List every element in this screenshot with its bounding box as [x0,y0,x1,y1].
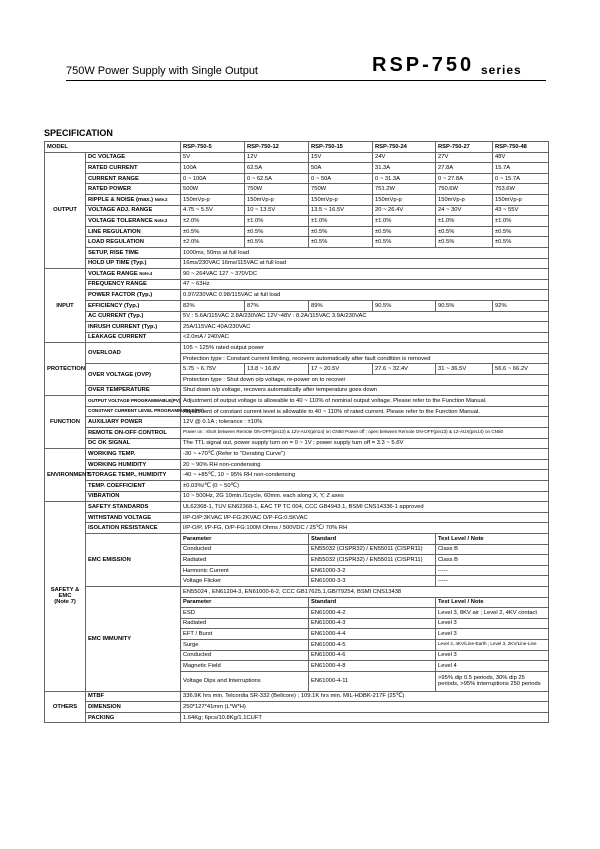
spec-value: 90 ~ 264VAC 127 ~ 370VDC [181,269,549,280]
model-name: RSP-750-12 [245,142,309,153]
spec-label [86,194,181,205]
spec-value: 150mVp-p [373,194,436,205]
spec-value: 31 ~ 36.5V [436,364,493,375]
spec-label-text: DC OK SIGNAL [88,440,131,447]
spec-row [45,691,549,702]
spec-label [86,406,204,417]
spec-row [45,311,549,322]
spec-value: 47 ~ 63Hz [181,279,549,290]
spec-label [86,311,181,322]
spec-row [45,322,549,333]
section-label [45,502,86,692]
spec-row [45,258,549,269]
spec-row [45,702,549,713]
emc-cell: Level 3, 8KV air ; Level 2, 4KV contact [436,608,549,619]
section-label-text: ENVIRONMENT [47,472,90,479]
emc-cell: Radiated [181,555,309,566]
emc-cell: Class B [436,555,549,566]
spec-value: ±2.0% [181,237,245,248]
spec-value: ±0.5% [373,226,436,237]
spec-label [86,300,181,311]
emc-cell: Surge [181,639,309,650]
page-subtitle: 750W Power Supply with Single Output [66,65,258,77]
spec-value: 5V : 5.6A/115VAC 2.8A/230VAC 12V~48V : 8.2A/115VAC 3.9A/230VAC [181,311,549,322]
emc-header: Standard [309,597,436,608]
spec-value: 10 ~ 13.5V [245,205,309,216]
spec-value: 10 ~ 500Hz, 2G 10min./1cycle, 60min. each along X, Y, Z axes [181,491,549,502]
spec-row [45,205,549,216]
spec-label-text: AUXILIARY POWER [88,419,143,426]
emc-cell: EN61000-4-8 [309,661,436,672]
spec-label-note: Note.3 [154,217,168,223]
emc-cell: Level 4, 4KV/Line-Earth ; Level 3, 2KV/Line-Line [436,639,549,650]
header-divider [66,80,546,81]
spec-value: ±1.0% [309,216,373,227]
emc-cell: Level 3 [436,629,549,640]
emc-cell: EN61000-3-3 [309,576,436,587]
spec-value: 5.75 ~ 6.75V [181,364,245,375]
spec-label-text: WORKING HUMIDITY [88,461,147,468]
emc-cell: Radiated [181,618,309,629]
emc-cell: Conducted [181,650,309,661]
spec-label [86,226,181,237]
spec-value: 750.6W [436,184,493,195]
spec-value: ±2.0% [181,216,245,227]
spec-label-text: TEMP. COEFFICIENT [88,482,146,489]
spec-value: -40 ~ +85℃, 10 ~ 95% RH non-condensing [181,470,549,481]
spec-value: 150mVp-p [309,194,373,205]
spec-label-text: VOLTAGE TOLERANCE [88,217,153,224]
spec-label-text: CONSTANT CURRENT LEVEL PROGRAMMABLE(PC) [88,408,204,414]
emc-cell: EN61000-4-11 [309,671,436,691]
spec-row [45,269,549,280]
model-title: RSP-750 [372,54,475,76]
spec-value: Protection type : Constant current limiting, recovers automatically after fault condition is removed [181,353,549,364]
spec-label [86,459,181,470]
spec-label-note: Note.2 [154,196,168,202]
spec-row [45,142,549,153]
spec-value: 16ms/230VAC 16ms/115VAC at full load [181,258,549,269]
spec-label [86,290,181,301]
spec-value: ±1.0% [436,216,493,227]
spec-label [86,470,181,481]
spec-value: ±0.5% [436,237,493,248]
spec-row [45,247,549,258]
spec-value: The TTL signal out, power supply turn on = 0 ~ 1V ; power supply turn off = 3.3 ~ 5.6V [181,438,549,449]
spec-label [86,205,181,216]
spec-label [86,163,181,174]
emc-cell: EN61000-4-2 [309,608,436,619]
spec-value: I/P-O/P:3KVAC I/P-FG:2KVAC O/P-FG:0.5KVAC [181,512,549,523]
emc-header: Test Level / Note [436,533,549,544]
spec-value: 150mVp-p [493,194,549,205]
spec-value: 62.5A [245,163,309,174]
spec-value: 20 ~ 90% RH non-condensing [181,459,549,470]
spec-value: 92% [493,300,549,311]
model-label: MODEL [45,142,181,153]
spec-row [45,163,549,174]
emc-intro: EN55024 , EN61204-3, EN61000-6-2, CCC GB17625.1,GB/T9254, BSMI CNS13438 [181,586,549,597]
spec-value: 150mVp-p [245,194,309,205]
emc-cell: EN55032 (CISPR32) / EN55011 (CISPR11) [309,544,436,555]
spec-label-text: ISOLATION RESISTANCE [88,525,158,532]
spec-label [86,269,181,280]
spec-value: 15.7A [493,163,549,174]
spec-label-text: EMC IMMUNITY [88,635,132,642]
spec-value: 25A/115VAC 40A/230VAC [181,322,549,333]
spec-value: ±0.5% [493,237,549,248]
spec-value: ±0.5% [373,237,436,248]
spec-row [45,194,549,205]
spec-row [45,502,549,513]
spec-row [45,523,549,534]
spec-value: 100A [181,163,245,174]
spec-value: 750W [245,184,309,195]
section-label [45,449,90,502]
spec-value: 27.8A [436,163,493,174]
spec-value: ±0.5% [436,226,493,237]
spec-row [45,428,549,439]
spec-value: ±0.5% [245,237,309,248]
spec-value: ±0.03%/℃ (0 ~ 50℃) [181,481,549,492]
emc-cell: ----- [436,565,549,576]
spec-row [45,459,549,470]
spec-value: 751.2W [373,184,436,195]
spec-label-text: DC VOLTAGE [88,154,126,161]
spec-row [45,184,549,195]
spec-label-text: VIBRATION [88,493,120,500]
spec-label-text: EMC EMISSION [88,556,131,563]
spec-value: 24 ~ 30V [436,205,493,216]
spec-label-text: RATED CURRENT [88,164,138,171]
emc-cell: >95% dip 0.5 periods, 30% dip 25 periods, >95% interruptions 250 periods [436,671,549,691]
spec-value: 0 ~ 15.7A [493,173,549,184]
spec-label-text: WORKING TEMP. [88,450,136,457]
spec-value: 31.3A [373,163,436,174]
spec-value: ±1.0% [373,216,436,227]
spec-label [86,702,181,713]
section-label [45,152,86,269]
spec-value: 150mVp-p [181,194,245,205]
spec-label-text: VOLTAGE ADJ. RANGE [88,207,153,214]
spec-value: I/P-O/P, I/P-FG, O/P-FG:100M Ohms / 500VDC / 25℃/ 70% RH [181,523,549,534]
spec-value: 12V @ 0.1A ; tolerance : ±10% [181,417,549,428]
emc-cell: Class B [436,544,549,555]
spec-label-text: EFFICIENCY (Typ.) [88,302,140,309]
spec-value: ±1.0% [493,216,549,227]
spec-value: 12V [245,152,309,163]
spec-row [45,173,549,184]
spec-label [86,481,181,492]
spec-label-text: RIPPLE & NOISE (max.) [88,196,154,203]
spec-label [86,691,181,702]
spec-label-text: OVERLOAD [88,350,121,357]
spec-label [86,385,181,396]
spec-row [45,343,549,354]
spec-value: 15V [309,152,373,163]
spec-label-text: CURRENT RANGE [88,175,139,182]
spec-label [86,332,181,343]
spec-value: 27.6 ~ 32.4V [373,364,436,375]
spec-row [45,533,549,544]
spec-value: 1000ms, 50ms at full load [181,247,549,258]
spec-label-text: SETUP, RISE TIME [88,249,139,256]
spec-value: ±0.5% [309,226,373,237]
spec-value: -30 ~ +70℃ (Refer to "Derating Curve") [181,449,549,460]
spec-label [86,586,181,691]
spec-label-text: WITHSTAND VOLTAGE [88,514,152,521]
spec-value: 105 ~ 125% rated output power [181,343,549,354]
spec-label [86,258,181,269]
spec-value: 20 ~ 26.4V [373,205,436,216]
spec-label [86,438,181,449]
spec-row [45,586,549,597]
spec-value: ±0.5% [309,237,373,248]
spec-title: SPECIFICATION [44,128,113,138]
spec-label-text: VOLTAGE RANGE [88,270,138,277]
spec-label [86,512,181,523]
spec-value: 90.5% [373,300,436,311]
spec-value: 13.8 ~ 16.8V [245,364,309,375]
emc-cell: ----- [436,576,549,587]
spec-value: 13.5 ~ 16.5V [309,205,373,216]
spec-label [86,343,181,364]
spec-label-note: Note.4 [139,270,153,276]
emc-cell: Level 3 [436,618,549,629]
spec-value: 17 ~ 20.5V [309,364,373,375]
spec-value: 750W [309,184,373,195]
spec-label [86,322,181,333]
section-label-text: PROTECTION [47,366,86,373]
spec-value: 1.64Kg; 6pcs/10.8Kg/1.1CUFT [181,712,549,723]
spec-value: 56.6 ~ 66.2V [493,364,549,375]
spec-value: 0 ~ 31.3A [373,173,436,184]
section-label [45,269,86,343]
spec-label-text: FREQUENCY RANGE [88,281,147,288]
spec-label-text: OVER VOLTAGE (OVP) [88,371,151,378]
spec-value: 0 ~ 50A [309,173,373,184]
spec-value: 24V [373,152,436,163]
spec-label [86,216,181,227]
spec-row [45,512,549,523]
spec-value: 89% [309,300,373,311]
spec-label-text: HOLD UP TIME (Typ.) [88,260,147,267]
spec-row [45,417,549,428]
section-label-text: (Note 7) [54,599,76,606]
emc-cell: Harmonic Current [181,565,309,576]
spec-value: 336.9K hrs min. Telcordia SR-332 (Bellcore) ; 109.1K hrs min. MIL-HDBK-217F (25℃) [181,691,549,702]
spec-row [45,438,549,449]
emc-cell: Conducted [181,544,309,555]
spec-label [86,533,181,586]
emc-cell: Level 3 [436,650,549,661]
spec-label-text: RATED POWER [88,186,132,193]
spec-row [45,470,549,481]
spec-value: Adjustment of constant current level is allowable to 40 ~ 110% of rated current. Please refer to the Function Manual. [181,406,549,417]
emc-cell: EN61000-3-2 [309,565,436,576]
emc-cell: ESD [181,608,309,619]
spec-label-text: POWER FACTOR (Typ.) [88,292,153,299]
spec-value: <2.0mA / 240VAC [181,332,549,343]
spec-value: 150mVp-p [436,194,493,205]
spec-value: ±1.0% [245,216,309,227]
spec-value: 500W [181,184,245,195]
spec-value: ±0.5% [245,226,309,237]
spec-row [45,332,549,343]
model-name: RSP-750-27 [436,142,493,153]
spec-value: 43 ~ 55V [493,205,549,216]
spec-label-text: MTBF [88,693,105,700]
section-label-text: SAFETY & [50,587,80,594]
spec-value: ±0.5% [493,226,549,237]
spec-label [86,449,181,460]
spec-label-text: LEAKAGE CURRENT [88,334,147,341]
spec-value: 90.5% [436,300,493,311]
emc-cell: EFT / Burst [181,629,309,640]
section-label [45,396,86,449]
section-label-text: EMC [58,593,72,600]
spec-value: 0 ~ 62.5A [245,173,309,184]
spec-label-text: LINE REGULATION [88,228,141,235]
spec-value: Power on : short between Remote ON-OFF(pin13) & 12V-AUX(pin14) on CN50 Power off : open between Remote ON-OFF(pin13) & 12-AUX(pin14) on CN50 [181,428,549,439]
spec-value: 0.97/230VAC 0.98/115VAC at full load [181,290,549,301]
spec-label-text: STORAGE TEMP., HUMIDITY [88,472,167,479]
model-name: RSP-750-5 [181,142,245,153]
spec-label [86,364,181,385]
spec-label-text: OVER TEMPERATURE [88,387,150,394]
spec-label-text: SAFETY STANDARDS [88,503,149,510]
spec-label-text: AC CURRENT (Typ.) [88,313,144,320]
section-label [45,343,86,396]
spec-row [45,300,549,311]
emc-header: Test Level / Note [436,597,549,608]
spec-value: 48V [493,152,549,163]
spec-value: 250*127*41mm (L*W*H) [181,702,549,713]
emc-header: Standard [309,533,436,544]
spec-label-text: INRUSH CURRENT (Typ.) [88,323,158,330]
spec-row [45,491,549,502]
spec-value: 87% [245,300,309,311]
emc-cell: Voltage Dips and Interruptions [181,671,309,691]
spec-label-text: PACKING [88,714,115,721]
emc-header: Parameter [181,597,309,608]
spec-row [45,481,549,492]
spec-row [45,396,549,407]
spec-table [44,141,549,723]
spec-label [86,184,181,195]
spec-row [45,226,549,237]
emc-cell: EN55032 (CISPR32) / EN55011 (CISPR11) [309,555,436,566]
spec-row [45,279,549,290]
spec-value: 82% [181,300,245,311]
spec-value: 4.75 ~ 5.5V [181,205,245,216]
emc-cell: EN61000-4-5 [309,639,436,650]
spec-label [86,502,181,513]
emc-cell: Level 4 [436,661,549,672]
spec-label [86,712,181,723]
spec-row [45,364,549,375]
section-label-text: INPUT [56,302,74,309]
spec-row [45,290,549,301]
spec-label-text: REMOTE ON-OFF CONTROL [88,429,167,436]
emc-cell: EN61000-4-6 [309,650,436,661]
model-name: RSP-750-15 [309,142,373,153]
section-label-text: OTHERS [52,704,78,711]
spec-label [86,523,181,534]
spec-label [86,491,181,502]
spec-label [86,247,181,258]
emc-cell: EN61000-4-3 [309,618,436,629]
section-label-text: FUNCTION [50,419,80,426]
spec-label [86,152,181,163]
spec-label [86,396,181,407]
spec-value: 50A [309,163,373,174]
emc-cell: EN61000-4-4 [309,629,436,640]
spec-value: 0 ~ 100A [181,173,245,184]
spec-label [86,417,181,428]
model-name: RSP-750-48 [493,142,549,153]
spec-row [45,406,549,417]
spec-label-text: DIMENSION [88,704,121,711]
spec-label-text: LOAD REGULATION [88,239,144,246]
spec-label [86,428,181,439]
spec-row [45,216,549,227]
spec-value: UL62368-1, TUV EN62368-1, EAC TP TC 004, CCC GB4943.1, BSMI CNS14336-1 approved [181,502,549,513]
spec-value: 0 ~ 27.8A [436,173,493,184]
spec-row [45,712,549,723]
model-name: RSP-750-24 [373,142,436,153]
spec-value: Shut down o/p voltage, recovers automatically after temperature goes down [181,385,549,396]
spec-value: 27V [436,152,493,163]
spec-value: Adjustment of output voltage is allowable to 40 ~ 110% of nominal output voltage. Please refer to the Function Manual. [181,396,549,407]
spec-row [45,237,549,248]
spec-value: 5V [181,152,245,163]
emc-cell: Voltage Flicker [181,576,309,587]
spec-label [86,279,181,290]
section-label-text: OUTPUT [53,207,77,214]
spec-row [45,449,549,460]
spec-label [86,173,181,184]
spec-label [86,237,181,248]
series-label: series [481,63,522,77]
emc-cell: Magnetic Field [181,661,309,672]
spec-value: 753.6W [493,184,549,195]
emc-header: Parameter [181,533,309,544]
spec-value: Protection type : Shut down o/p voltage, re-power on to recover [181,375,549,386]
spec-value: ±0.5% [181,226,245,237]
spec-row [45,385,549,396]
spec-row [45,152,549,163]
section-label [45,691,86,723]
spec-label-text: OUTPUT VOLTAGE PROGRAMMABLE(PV) [88,397,181,403]
